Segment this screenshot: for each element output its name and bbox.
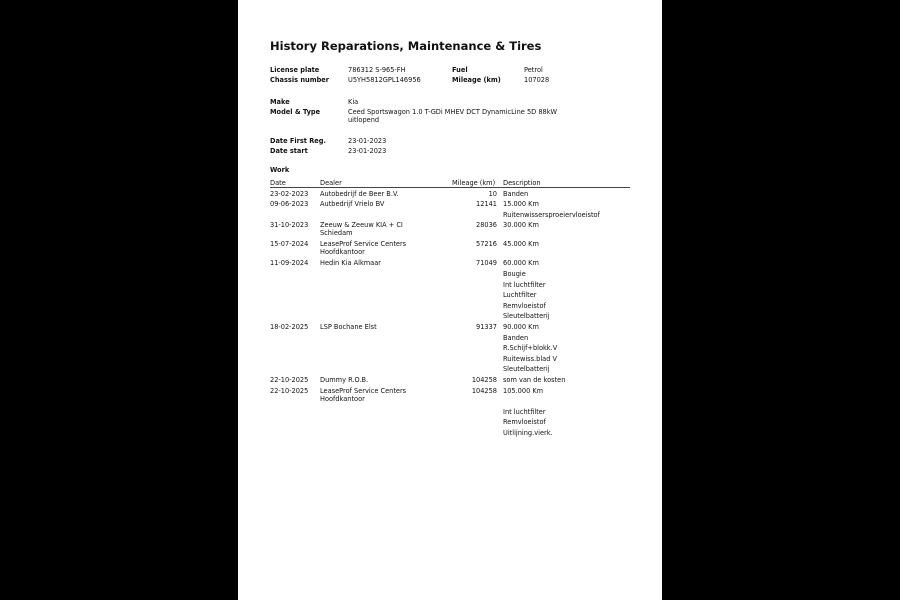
work-row-description: 45.000 Km [503,240,539,249]
column-header-description: Description [503,179,541,187]
work-row-description: Banden [503,189,529,198]
work-row-date: 23-02-2023 [270,189,309,198]
work-row-dealer: Hoofdkantoor [320,394,365,403]
work-row-mileage: 28036 [476,221,497,230]
work-row-dealer: Schiedam [320,229,353,238]
work-row-description: 30.000 Km [503,221,539,230]
work-row-mileage: 57216 [476,240,497,249]
work-row-dealer: Autobedrijf de Beer B.V. [320,189,399,198]
work-row-description: Remvloeistof [503,301,546,310]
work-row-dealer: Dummy R.O.B. [320,375,369,384]
work-row-description: Bougie [503,269,526,278]
work-row-mileage: 12141 [476,200,497,209]
work-row-date: 22-10-2025 [270,375,309,384]
work-row-description: 90.000 Km [503,322,539,331]
license-plate-label: License plate [270,66,320,74]
work-row-description: Sleutelbatterij [503,312,550,321]
work-row-dealer: Hedin Kia Alkmaar [320,259,381,268]
chassis-value: U5YH5812GPL146956 [348,76,421,84]
mileage-label: Mileage (km) [452,76,501,84]
chassis-label: Chassis number [270,76,330,84]
header-divider [270,187,630,188]
first-reg-value: 23-01-2023 [348,137,387,145]
work-row-description: 60.000 Km [503,259,539,268]
first-reg-label: Date First Reg. [270,137,327,145]
work-row-description: Int luchtfilter [503,280,546,289]
work-row-description: Luchtfilter [503,291,537,300]
work-row-dealer: LeaseProf Service Centers [320,240,407,249]
work-row-mileage: 104258 [471,386,497,395]
work-row-description: Banden [503,333,529,342]
work-row-description: Ruitenwissersproeiervloeistof [503,210,600,219]
date-start-label: Date start [270,147,308,155]
work-row-mileage: 10 [488,189,497,198]
work-heading: Work [270,166,290,174]
date-start-value: 23-01-2023 [348,147,387,155]
column-header-dealer: Dealer [320,179,342,187]
make-value: Kia [348,98,359,106]
model-label: Model & Type [270,108,321,116]
fuel-value: Petrol [524,66,543,74]
work-row-date: 09-06-2023 [270,200,309,209]
work-row-date: 11-09-2024 [270,259,309,268]
work-row-dealer: Zeeuw & Zeeuw KIA + CI [320,221,403,230]
model-value-line2: uitlopend [348,116,380,124]
mileage-value: 107028 [524,76,550,84]
work-row-date: 22-10-2025 [270,386,309,395]
work-row-description: Int luchtfilter [503,407,546,416]
work-row-description: Sleutelbatterij [503,365,550,374]
work-row-description: som van de kosten [503,375,566,384]
page-title: History Reparations, Maintenance & Tires [270,39,542,53]
work-row-dealer: LeaseProf Service Centers [320,386,407,395]
work-row-dealer: LSP Bochane Elst [320,322,377,331]
work-row-date: 18-02-2025 [270,322,309,331]
work-row-mileage: 71049 [476,259,497,268]
work-row-mileage: 91337 [476,322,497,331]
work-row-description: 15.000 Km [503,200,539,209]
make-label: Make [270,98,290,106]
work-row-mileage: 104258 [471,375,497,384]
work-row-dealer: Hoofdkantoor [320,248,365,257]
document-page [238,0,662,600]
model-value-line1: Ceed Sportswagon 1.0 T-GDi MHEV DCT DynamicLine 5D 88kW [348,108,558,116]
license-plate-value: 786312 S-965-FH [348,66,406,74]
fuel-label: Fuel [452,66,468,74]
work-row-date: 31-10-2023 [270,221,309,230]
work-row-date: 15-07-2024 [270,240,309,249]
column-header-date: Date [270,179,286,187]
work-row-description: R.Schijf+blokk.V [503,344,558,353]
work-row-description: Uitlijning.vierk. [503,428,553,437]
work-row-dealer: Autbedrijf Vrielo BV [320,200,385,209]
work-row-description: Remvloeistof [503,418,546,427]
work-row-description: Ruitewiss.blad V [503,354,557,363]
work-row-description: 105.000 Km [503,386,544,395]
column-header-mileage: Mileage (km) [452,179,496,187]
